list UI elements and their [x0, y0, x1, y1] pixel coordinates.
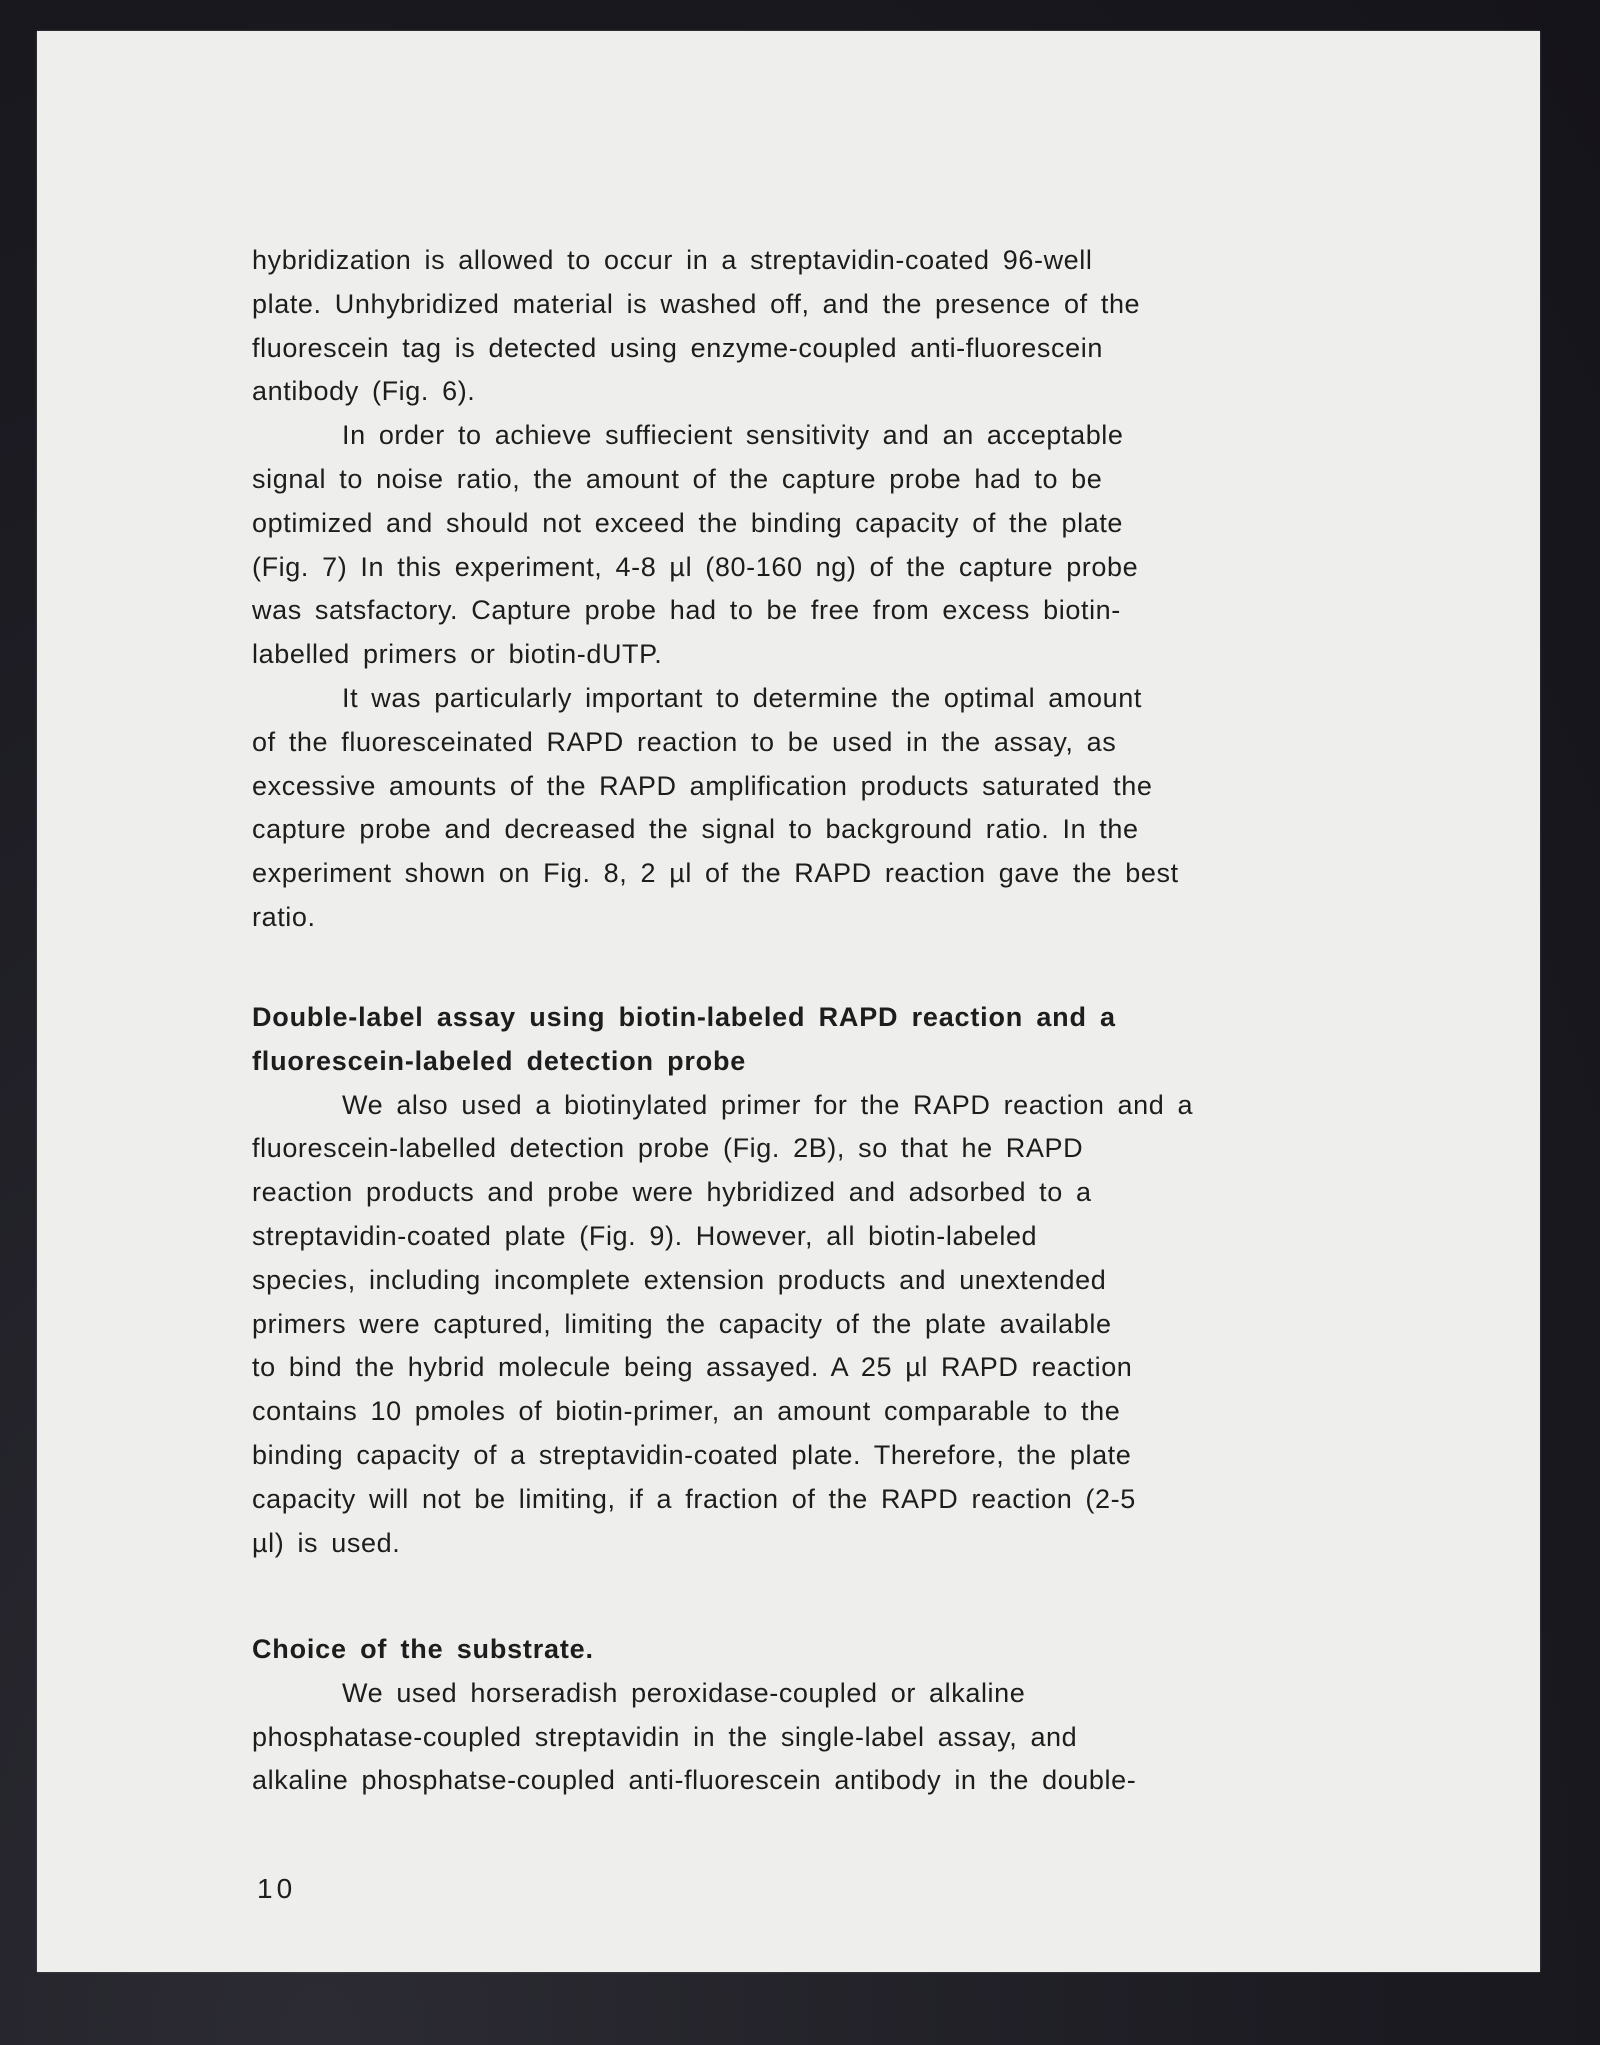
section-heading: fluorescein-labeled detection probe	[252, 1045, 747, 1076]
text-line: It was particularly important to determine the optimal amount	[342, 682, 1142, 713]
body-section-3	[252, 1628, 1322, 1803]
text-line: primers were captured, limiting the capacity of the plate available	[252, 1308, 1112, 1339]
text-line: alkaline phosphatse-coupled anti-fluorescein antibody in the double-	[252, 1765, 1137, 1796]
text-line: streptavidin-coated plate (Fig. 9). However, all biotin-labeled	[252, 1220, 1038, 1251]
text-line: optimized and should not exceed the binding capacity of the plate	[252, 507, 1124, 538]
section-heading: Double-label assay using biotin-labeled RAPD reaction and a	[252, 1002, 1116, 1032]
text-line: experiment shown on Fig. 8, 2 µl of the RAPD reaction gave the best	[252, 858, 1179, 889]
text-line: We also used a biotinylated primer for the RAPD reaction and a	[342, 1089, 1194, 1120]
text-line: hybridization is allowed to occur in a streptavidin-coated 96-well	[252, 245, 1093, 275]
text-line: species, including incomplete extension products and unextended	[252, 1264, 1107, 1295]
text-line: plate. Unhybridized material is washed off, and the presence of the	[252, 288, 1141, 319]
section-heading: Choice of the substrate.	[252, 1634, 594, 1664]
text-line: labelled primers or biotin-dUTP.	[252, 639, 663, 670]
text-line: ratio.	[252, 901, 316, 932]
text-line: of the fluoresceinated RAPD reaction to be used in the assay, as	[252, 726, 1117, 757]
text-line: phosphatase-coupled streptavidin in the single-label assay, and	[252, 1721, 1078, 1752]
text-line: antibody (Fig. 6).	[252, 376, 476, 407]
text-line: fluorescein-labelled detection probe (Fig. 2B), so that he RAPD	[252, 1133, 1084, 1164]
text-line: reaction products and probe were hybridized and adsorbed to a	[252, 1177, 1092, 1208]
text-line: contains 10 pmoles of biotin-primer, an amount comparable to the	[252, 1396, 1121, 1427]
text-line: In order to achieve suffiecient sensitivity and an acceptable	[342, 420, 1124, 451]
page-number: 10	[257, 1873, 297, 1904]
text-line: to bind the hybrid molecule being assayed. A 25 µl RAPD reaction	[252, 1352, 1133, 1383]
text-line: (Fig. 7) In this experiment, 4-8 µl (80-160 ng) of the capture probe	[252, 551, 1139, 582]
text-line: µl) is used.	[252, 1527, 401, 1558]
text-line: excessive amounts of the RAPD amplification products saturated the	[252, 770, 1153, 801]
text-line: fluorescein tag is detected using enzyme-coupled anti-fluorescein	[252, 332, 1103, 363]
text-line: binding capacity of a streptavidin-coated plate. Therefore, the plate	[252, 1439, 1132, 1470]
text-line: was satsfactory. Capture probe had to be free from excess biotin-	[252, 595, 1121, 626]
text-line: signal to noise ratio, the amount of the capture probe had to be	[252, 463, 1103, 494]
body-section-2	[252, 996, 1322, 1565]
body-section-1	[252, 239, 1322, 940]
text-line: We used horseradish peroxidase-coupled or alkaline	[342, 1677, 1026, 1708]
text-line: capture probe and decreased the signal to background ratio. In the	[252, 814, 1139, 845]
text-line: capacity will not be limiting, if a fraction of the RAPD reaction (2-5	[252, 1483, 1136, 1514]
